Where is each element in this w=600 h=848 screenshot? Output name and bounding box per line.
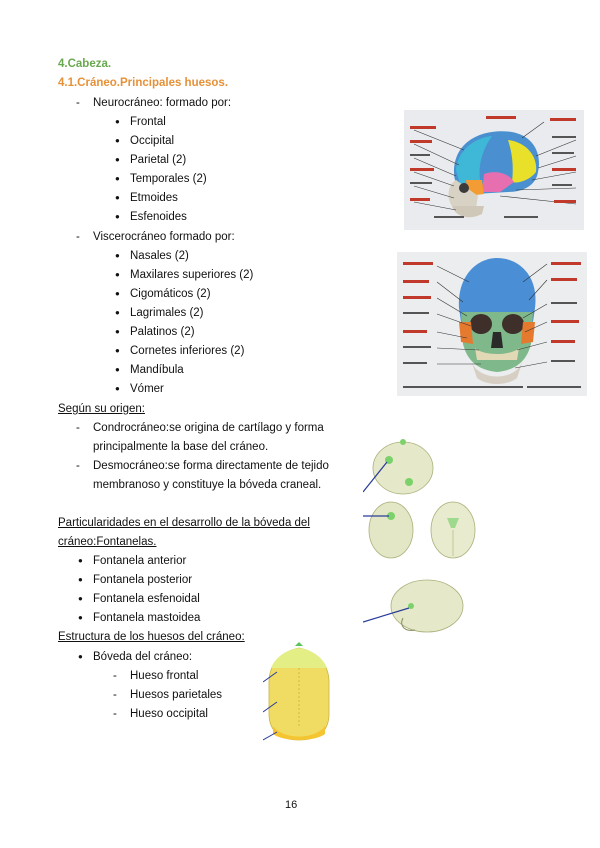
list-item: ● Occipital — [130, 134, 174, 148]
list-item: - Hueso occipital — [130, 707, 208, 721]
list-item: ● Fontanela posterior — [93, 573, 192, 587]
list-item: ● Palatinos (2) — [130, 325, 195, 339]
subsection-heading: 4.1.Cráneo.Principales huesos. — [58, 77, 229, 89]
list-item: - Hueso frontal — [130, 669, 198, 683]
neurocraneo-title: - Neurocráneo: formado por: — [93, 96, 231, 110]
list-item: ● Frontal — [130, 115, 166, 129]
skull-vault-illustration — [263, 642, 335, 746]
skull-frontal-figure — [397, 252, 587, 396]
particularidades-title: Particularidades en el desarrollo de la bóveda del — [58, 517, 310, 529]
particularidades-title-cont: cráneo:Fontanelas. — [58, 536, 157, 548]
desmocraneo-text: - Desmocráneo:se forma directamente de tejido — [93, 459, 329, 473]
condrocraneo-text: - Condrocráneo:se origina de cartílago y forma — [93, 421, 324, 435]
skull-lateral-illustration — [404, 110, 584, 230]
skull-lateral-figure — [404, 110, 584, 230]
fontanelles-illustration — [363, 436, 477, 636]
list-item: - Huesos parietales — [130, 688, 222, 702]
list-item: ● Esfenoides — [130, 210, 187, 224]
boveda-item: ● Bóveda del cráneo: — [93, 650, 192, 664]
list-item: ● Lagrimales (2) — [130, 306, 204, 320]
desmocraneo-text-cont: membranoso y constituye la bóveda craneal. — [93, 479, 322, 491]
list-item: ● Fontanela anterior — [93, 554, 186, 568]
fontanelles-figure — [363, 436, 477, 636]
skull-frontal-illustration — [397, 252, 587, 396]
list-item: ● Nasales (2) — [130, 249, 189, 263]
section-heading: 4.Cabeza. — [58, 58, 112, 70]
condrocraneo-text-cont: principalmente la base del cráneo. — [93, 441, 269, 453]
page-number: 16 — [285, 799, 298, 811]
skull-vault-figure — [263, 642, 335, 746]
list-item: ● Fontanela esfenoidal — [93, 592, 200, 606]
list-item: ● Mandíbula — [130, 363, 184, 377]
list-item: ● Temporales (2) — [130, 172, 207, 186]
estructura-title: Estructura de los huesos del cráneo: — [58, 631, 245, 643]
list-item: ● Parietal (2) — [130, 153, 186, 167]
list-item: ● Maxilares superiores (2) — [130, 268, 253, 282]
list-item: ● Fontanela mastoidea — [93, 611, 200, 625]
list-item: ● Cigomáticos (2) — [130, 287, 211, 301]
origen-title: Según su origen: — [58, 403, 145, 415]
list-item: ● Cornetes inferiores (2) — [130, 344, 244, 358]
list-item: ● Vómer — [130, 382, 164, 396]
viscerocraneo-title: - Viscerocráneo formado por: — [93, 230, 235, 244]
list-item: ● Etmoides — [130, 191, 178, 205]
